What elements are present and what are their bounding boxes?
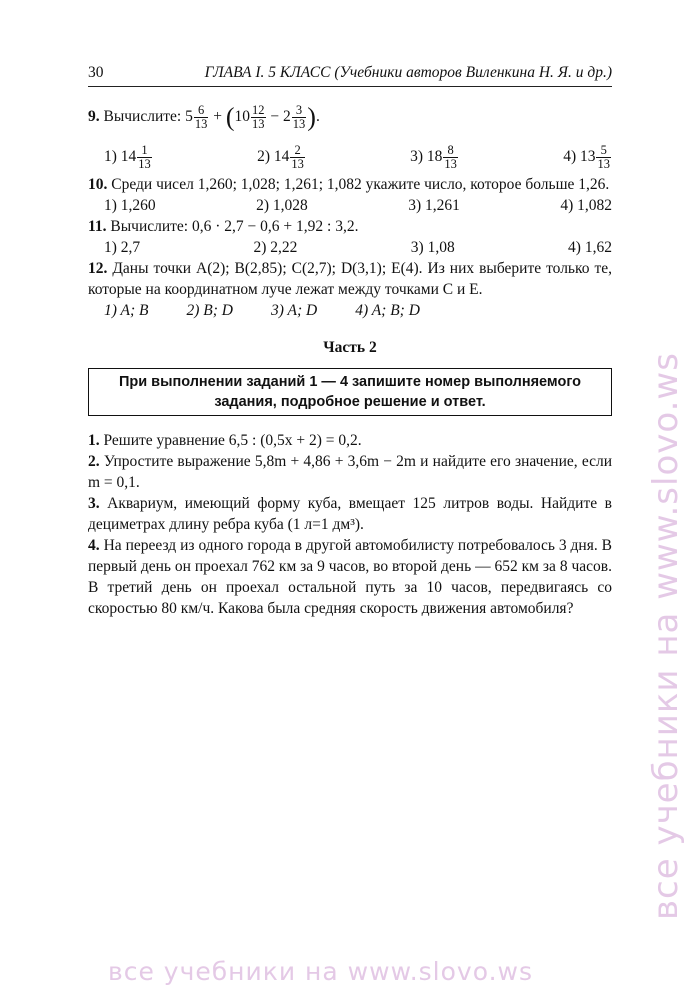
answer-options (88, 237, 612, 258)
section-title: Часть 2 (323, 339, 377, 356)
question-12 (88, 258, 612, 300)
question-text: Среди чисел 1,260; 1,028; 1,261; 1,082 укажите число, которое больше 1,26. (111, 176, 610, 193)
task-text: Решите уравнение 6,5 : (0,5x + 2) = 0,2. (103, 432, 362, 449)
answer-option: 4) A; B; D (355, 302, 420, 319)
task-number: 4. (88, 537, 100, 554)
task-1 (88, 430, 612, 451)
answer-option: 3) 1,08 (410, 239, 455, 256)
question-number: 9. (88, 108, 100, 125)
answer-option: 1) 2,7 (104, 239, 141, 256)
question-number: 12. (88, 260, 108, 277)
watermark-bottom: все учебники на www.slovo.ws (108, 957, 533, 986)
mixed-number: 5 $\frac{6}{13}$ (185, 102, 208, 131)
task-text: На переезд из одного города в другой автомобилисту потребовалось 3 дня. В первый день он проехал 762 км за 9 часов, во второй день — 652 км за 8 часов. В третий день он проехал остальной путь за 10 часов, передвигаясь со скоростью 80 км/ч. Какова была средняя скорость движения автомобиля? (88, 537, 612, 617)
task-number: 3. (88, 495, 100, 512)
task-4 (88, 535, 612, 619)
answer-option: 3) 1,261 (408, 197, 460, 214)
operator: − (270, 108, 280, 125)
answer-options (88, 300, 612, 321)
task-3 (88, 493, 612, 535)
question-number: 10. (88, 176, 108, 193)
operator: + (213, 108, 222, 125)
answer-option: 1) A; B (104, 302, 149, 319)
task-2 (88, 451, 612, 493)
answer-option: 4) 13 $\frac{5}{13}$ (563, 142, 610, 171)
question-text: Вычислите: 0,6 · 2,7 − 0,6 + 1,92 : 3,2. (110, 218, 359, 235)
answer-option: 4) 1,082 (560, 197, 612, 214)
page-content (88, 100, 612, 619)
question-9: 9. Вычислите: 5 $\frac{6}{13}$ + (10 $\frac{12}{13}$ − 2 $\frac{3}{13}$ ). (88, 102, 320, 132)
watermark-side: все учебники на www.slovo.ws (646, 352, 686, 920)
mixed-number: 2 $\frac{3}{13}$ (283, 102, 306, 131)
answer-option: 2) B; D (186, 302, 233, 319)
answer-option: 3) 18 $\frac{8}{13}$ (410, 142, 457, 171)
running-title: ГЛАВА I. 5 КЛАСС (Учебники авторов Виленкина Н. Я. и др.) (204, 64, 612, 81)
answer-option: 2) 2,22 (253, 239, 298, 256)
page-number: 30 (88, 64, 104, 81)
answer-option: 1) 1,260 (104, 197, 156, 214)
answer-option: 3) A; D (270, 302, 318, 319)
question-11 (88, 216, 612, 237)
task-number: 2. (88, 453, 100, 470)
answer-option: 2) 1,028 (256, 197, 308, 214)
task-text: Аквариум, имеющий форму куба, вмещает 125 литров воды. Найдите в дециметрах длину ребра куба (1 л=1 дм³). (88, 495, 612, 533)
question-number: 11. (88, 218, 107, 235)
page-header (88, 64, 612, 87)
mixed-number: 10 $\frac{12}{13}$ (234, 102, 265, 131)
answer-option: 1) 14 $\frac{1}{13}$ (104, 142, 151, 171)
answer-options (88, 140, 612, 174)
answer-option: 2) 14 $\frac{2}{13}$ (257, 142, 304, 171)
answer-option: 4) 1,62 (568, 239, 612, 256)
question-text: Вычислите: (103, 108, 182, 125)
task-number: 1. (88, 432, 100, 449)
task-text: Упростите выражение 5,8m + 4,86 + 3,6m − 2m и найдите его значение, если m = 0,1. (88, 453, 613, 491)
answer-options (88, 195, 612, 216)
question-text: Даны точки A(2); B(2,85); C(2,7); D(3,1); E(4). Из них выберите только те, которые на координатном луче лежат между точками C и E. (88, 260, 613, 298)
instruction-box: При выполнении заданий 1 — 4 запишите номер выполняемого задания, подробное решение и ответ. (88, 368, 612, 416)
question-10 (88, 174, 612, 195)
